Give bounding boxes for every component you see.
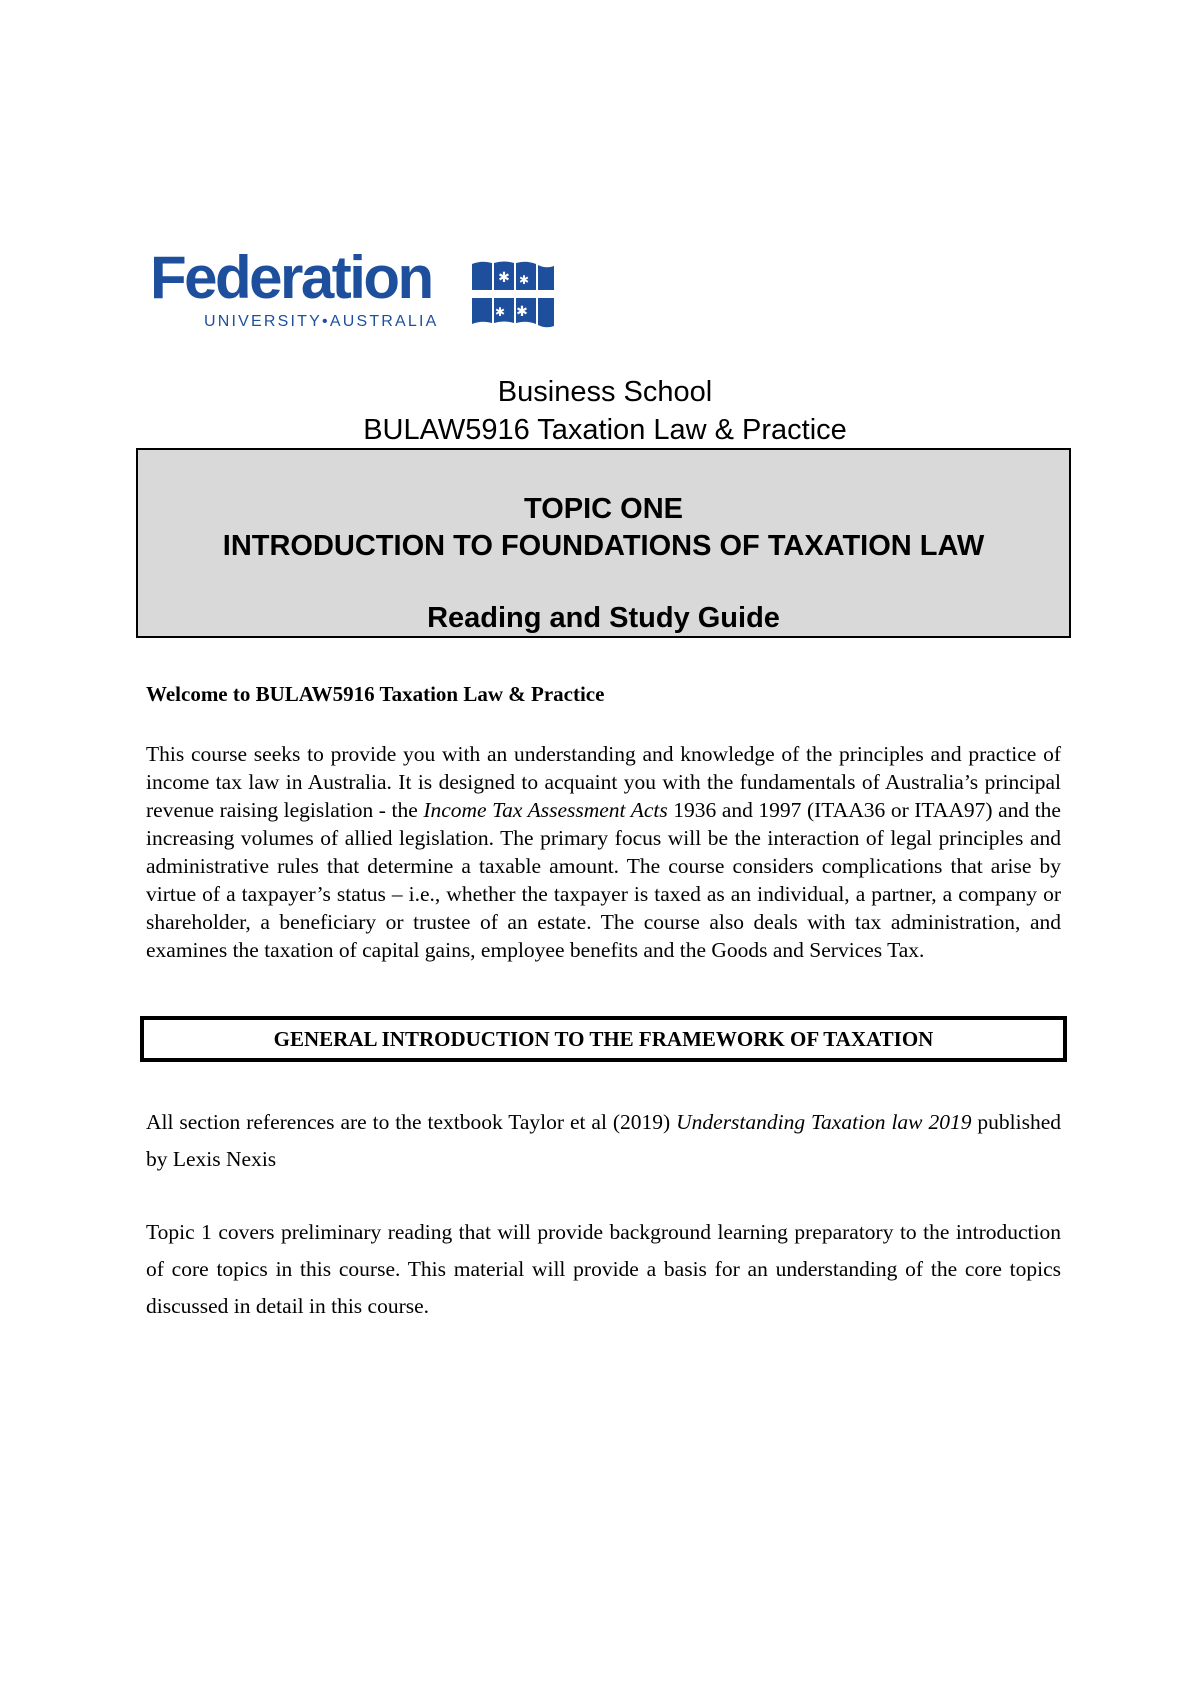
textbook-reference-part2: published by Lexis Nexis [146, 1110, 1061, 1171]
university-logo [150, 244, 560, 340]
svg-text:✱: ✱ [494, 305, 506, 319]
guide-title: Reading and Study Guide [427, 602, 780, 634]
textbook-reference-part1: All section references are to the textbook Taylor et al (2019) [146, 1110, 677, 1134]
topic-overview: Topic 1 covers preliminary reading that will provide background learning preparatory to the introduction of core topics in this course. This material will provide a basis for an understanding of the core topics discussed in detail in this course. [146, 1220, 1061, 1318]
school-name: Business School [497, 376, 713, 408]
textbook-title: Understanding Taxation law 2019 [676, 1110, 972, 1134]
logo-wordmark: Federation [150, 244, 432, 311]
svg-text:✱: ✱ [516, 304, 528, 320]
textbook-reference [146, 1104, 1061, 1178]
flag-icon [470, 260, 554, 330]
welcome-heading: Welcome to BULAW5916 Taxation Law & Practice [146, 682, 605, 706]
course-description-part2: 1936 and 1997 (ITAA36 or ITAA97) and the increasing volumes of allied legislation. The primary focus will be the interaction of legal principles and administrative rules that determine a taxable amount. The course considers complications that arise by virtue of a taxpayer’s status – i.e., whether the taxpayer is taxed as an individual, a partner, a company or shareholder, a beneficiary or trustee of an estate. The course also deals with tax administration, and examines the taxation of capital gains, employee benefits and the Goods and Services Tax. [146, 798, 1061, 962]
course-description [146, 740, 1061, 964]
topic-title: INTRODUCTION TO FOUNDATIONS OF TAXATION LAW [222, 530, 985, 562]
course-description-act-title: Income Tax Assessment Acts [423, 798, 668, 822]
svg-text:✱: ✱ [498, 270, 510, 286]
course-title: BULAW5916 Taxation Law & Practice [363, 414, 847, 446]
topic-title-box [136, 448, 1071, 638]
logo-subtitle: UNIVERSITY•AUSTRALIA [204, 313, 439, 330]
section-heading: GENERAL INTRODUCTION TO THE FRAMEWORK OF TAXATION [140, 1016, 1067, 1062]
svg-text:✱: ✱ [518, 273, 530, 287]
topic-number: TOPIC ONE [524, 493, 683, 525]
course-description-part1: This course seeks to provide you with an understanding and knowledge of the principles and practice of income tax law in Australia. It is designed to acquaint you with the fundamentals of Australia’s principal revenue raising legislation - the [146, 742, 1061, 822]
